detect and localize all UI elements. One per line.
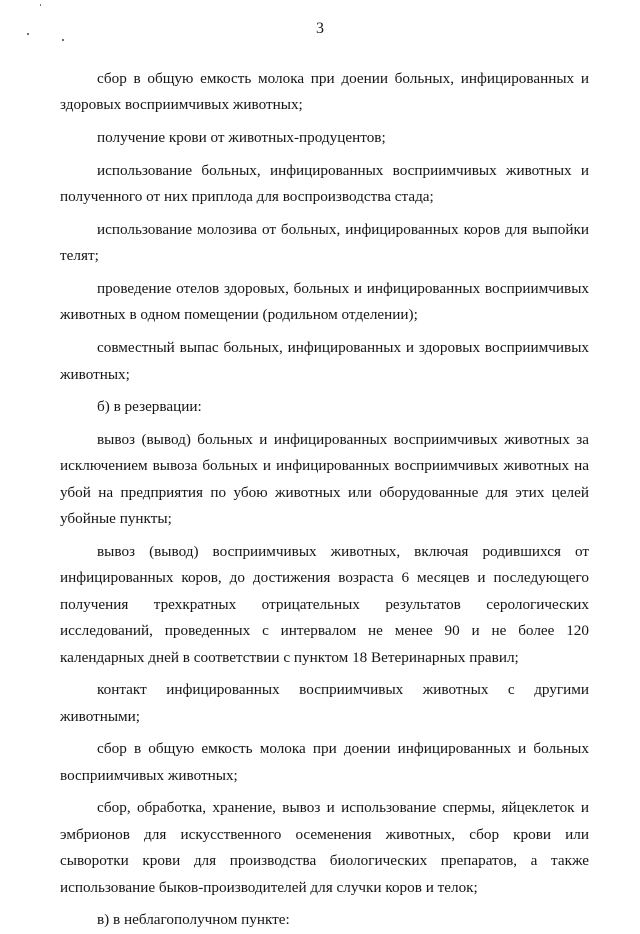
paragraph: вывоз (вывод) больных и инфицированных восприимчивых животных за исключением вывоза больных и инфицированных восприимчивых животных на убой на предприятия по убою животных или оборудованные для этих целей убойные пункты; bbox=[60, 430, 589, 528]
paragraph: сбор в общую емкость молока при доении больных, инфицированных и здоровых восприимчивых животных; bbox=[60, 70, 589, 114]
section-heading: б) в резервации: bbox=[97, 398, 202, 416]
paragraph: вывоз (вывод) восприимчивых животных, включая родившихся от инфицированных коров, до достижения возраста 6 месяцев и последующего получения трехкратных отрицательных результатов серологических исследований, проведенных с интервалом не менее 90 и не более 120 календарных дней в соответствии с пунктом 18 Ветеринарных правил; bbox=[60, 542, 589, 666]
paragraph: сбор, обработка, хранение, вывоз и использование спермы, яйцеклеток и эмбрионов для искусственного осеменения животных, сбор крови или сыворотки крови для производства биологических препаратов, а также использование быков-производителей для случки коров и телок; bbox=[60, 799, 589, 896]
scan-speck bbox=[62, 39, 64, 41]
paragraph: получение крови от животных-продуцентов; bbox=[97, 129, 386, 147]
paragraph: сбор в общую емкость молока при доении инфицированных и больных восприимчивых животных; bbox=[60, 740, 589, 784]
paragraph: проведение отелов здоровых, больных и инфицированных восприимчивых животных в одном помещении (родильном отделении); bbox=[60, 280, 589, 324]
page-number: 3 bbox=[316, 20, 324, 37]
paragraph: контакт инфицированных восприимчивых животных с другими животными; bbox=[60, 681, 589, 725]
paragraph: совместный выпас больных, инфицированных и здоровых восприимчивых животных; bbox=[60, 339, 589, 383]
paragraph: использование больных, инфицированных восприимчивых животных и полученного от них приплода для воспроизводства стада; bbox=[60, 161, 589, 206]
document-body bbox=[60, 66, 589, 934]
section-heading: в) в неблагополучном пункте: bbox=[97, 911, 290, 929]
paragraph: использование молозива от больных, инфицированных коров для выпойки телят; bbox=[60, 220, 589, 265]
scan-speck bbox=[40, 4, 41, 6]
